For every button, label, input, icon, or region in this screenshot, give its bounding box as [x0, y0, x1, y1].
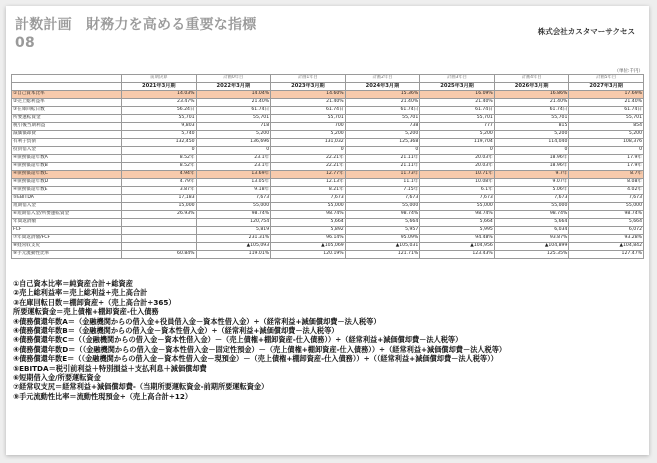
- cell-value: [122, 235, 197, 243]
- cell-value: 14.60%: [271, 91, 346, 99]
- cell-value: 11.73年: [345, 171, 420, 179]
- formula-note: ①自己資本比率＝純資産合計÷総資産: [13, 279, 133, 288]
- cell-value: 61.74日: [345, 107, 420, 115]
- table-row: [12, 139, 644, 147]
- cell-value: 55,000: [569, 203, 644, 211]
- table-row: [12, 163, 644, 171]
- cell-value: 22.21年: [271, 155, 346, 163]
- cell-value: 11.1年: [345, 179, 420, 187]
- page-number: 08: [15, 35, 35, 51]
- cell-value: 61.74日: [196, 107, 271, 115]
- period-label: 計画2年目: [345, 75, 420, 83]
- cell-value: 6.1年: [420, 187, 495, 195]
- period-date: 2023年3月期: [271, 83, 346, 91]
- cell-value: 8.08年: [569, 179, 644, 187]
- cell-value: 119.01%: [196, 251, 271, 259]
- cell-value: 9.18年: [196, 187, 271, 195]
- row-label: 年間返済額: [12, 219, 122, 227]
- header-blank: [12, 83, 122, 91]
- cell-value: 9,803: [122, 123, 197, 131]
- table-row: [12, 147, 644, 155]
- cell-value: 121.71%: [345, 251, 420, 259]
- formula-note: ④債務償還年数B＝（金融機関からの借入金－資本性借入金）÷（経常利益+減価償却費－法人税等）: [13, 326, 339, 336]
- cell-value: 738: [345, 123, 420, 131]
- table-row: [12, 195, 644, 203]
- cell-value: 7,673: [494, 195, 569, 203]
- row-label: ⑨手元流動性比率: [12, 251, 122, 259]
- cell-value: 61.74日: [420, 107, 495, 115]
- table-row: [12, 171, 644, 179]
- cell-value: 0: [420, 147, 495, 155]
- row-label: ②売上総利益率: [12, 99, 122, 107]
- cell-value: 5,664: [420, 219, 495, 227]
- table-row: [12, 235, 644, 243]
- period-label: 計画1年目: [271, 75, 346, 83]
- cell-value: 5,200: [420, 131, 495, 139]
- cell-value: 55,701: [271, 115, 346, 123]
- row-label: ④債務償還年数C: [12, 171, 122, 179]
- cell-value: 5,664: [569, 219, 644, 227]
- cell-value: [122, 227, 197, 235]
- cell-value: 119,704: [420, 139, 495, 147]
- cell-value: 55,701: [122, 115, 197, 123]
- cell-value: 15,000: [122, 203, 197, 211]
- formula-note: ⑦経常収支尻＝経常利益+減価償却費-（当期所要運転資金-前期所要運転資金）: [13, 382, 269, 392]
- period-label: 計画0年目: [196, 75, 271, 83]
- row-label: ⑧経常収支尻: [12, 243, 122, 251]
- cell-value: 7,673: [345, 195, 420, 203]
- cell-value: 0: [122, 147, 197, 155]
- cell-value: 98.74%: [420, 211, 495, 219]
- table-row: [12, 219, 644, 227]
- cell-value: 4.02年: [569, 187, 644, 195]
- unit-label: （単位:千円）: [614, 69, 643, 74]
- cell-value: 5,740: [122, 131, 197, 139]
- table-row: [12, 227, 644, 235]
- row-label: FCF: [12, 227, 122, 235]
- row-label: 短期借入金: [12, 203, 122, 211]
- formula-note: ⑨手元流動性比率＝流動性現預金÷（売上高合計÷12）: [13, 391, 193, 401]
- cell-value: 55,000: [494, 203, 569, 211]
- cell-value: 5.06年: [494, 187, 569, 195]
- cell-value: 94.48%: [420, 235, 495, 243]
- cell-value: 700: [271, 123, 346, 131]
- cell-value: 5,892: [271, 227, 346, 235]
- cell-value: 0: [196, 147, 271, 155]
- formula-note: ④債務償還年数D＝（（金融機関からの借入金－資本性借入金－固定性預金）－（売上債権+棚卸資産-仕入債務））÷（経常利益+減価償却費－法人税等）: [13, 344, 507, 354]
- cell-value: 21.40%: [196, 99, 271, 107]
- row-label: 役員借入金: [12, 147, 122, 155]
- cell-value: 98.74%: [569, 211, 644, 219]
- cell-value: 0: [271, 147, 346, 155]
- cell-value: 13.05年: [196, 179, 271, 187]
- cell-value: 98.74%: [494, 211, 569, 219]
- cell-value: 12.77年: [271, 171, 346, 179]
- period-label: 計画4年目: [494, 75, 569, 83]
- cell-value: 131,032: [271, 139, 346, 147]
- cell-value: 16.09%: [420, 91, 495, 99]
- period-date: 2022年3月期: [196, 83, 271, 91]
- cell-value: [122, 219, 197, 227]
- cell-value: 120,754: [196, 219, 271, 227]
- company-name: 株式会社カスタマーサクセス: [537, 27, 635, 36]
- cell-value: 18.96年: [494, 155, 569, 163]
- cell-value: 10.08年: [420, 179, 495, 187]
- cell-value: 5,957: [345, 227, 420, 235]
- table-body: [12, 91, 644, 259]
- cell-value: 23.1年: [196, 163, 271, 171]
- table-row: [12, 155, 644, 163]
- row-label: ⑦年間返済額/FCF: [12, 235, 122, 243]
- cell-value: 21.11年: [345, 163, 420, 171]
- row-label: ④債務償還年数A: [12, 155, 122, 163]
- row-label: 有利子負債: [12, 139, 122, 147]
- period-date: 2026年3月期: [494, 83, 569, 91]
- table-row: [12, 91, 644, 99]
- cell-value: 23.1年: [196, 155, 271, 163]
- page-title: [15, 16, 256, 52]
- table-row: [12, 203, 644, 211]
- cell-value: 16.86%: [494, 91, 569, 99]
- period-date: 2027年3月期: [569, 83, 644, 91]
- cell-value: 55,701: [494, 115, 569, 123]
- cell-value: 120.19%: [271, 251, 346, 259]
- table-row: [12, 99, 644, 107]
- cell-value: 55,701: [196, 115, 271, 123]
- period-label-row: [12, 75, 644, 83]
- cell-value: 21.40%: [271, 99, 346, 107]
- date-row: [12, 83, 644, 91]
- row-label: ①自己資本比率: [12, 91, 122, 99]
- formula-note: ③在庫回転日数＝棚卸資産÷（売上高合計÷365）: [13, 297, 176, 307]
- cell-value: ▲104,956: [420, 243, 495, 251]
- cell-value: 854: [569, 123, 644, 131]
- period-date: 2025年3月期: [420, 83, 495, 91]
- cell-value: 20.03年: [420, 155, 495, 163]
- cell-value: 21.40%: [494, 99, 569, 107]
- cell-value: 60.84%: [122, 251, 197, 259]
- cell-value: 96.14%: [271, 235, 346, 243]
- cell-value: ▲104,899: [494, 243, 569, 251]
- cell-value: 5,200: [271, 131, 346, 139]
- formula-note: ②売上総利益率＝売上総利益÷売上高合計: [13, 288, 148, 298]
- cell-value: 231.31%: [196, 235, 271, 243]
- cell-value: 61.74日: [569, 107, 644, 115]
- cell-value: 55,000: [345, 203, 420, 211]
- cell-value: 5,995: [420, 227, 495, 235]
- table-row: [12, 107, 644, 115]
- cell-value: 93.87%: [494, 235, 569, 243]
- cell-value: ▲105,031: [345, 243, 420, 251]
- cell-value: 55,000: [420, 203, 495, 211]
- cell-value: 3.87年: [122, 187, 197, 195]
- row-label: ④債務償還年数E: [12, 187, 122, 195]
- cell-value: 0: [494, 147, 569, 155]
- cell-value: 93.28%: [569, 235, 644, 243]
- cell-value: 5,664: [494, 219, 569, 227]
- cell-value: 5,200: [494, 131, 569, 139]
- cell-value: 12.13年: [271, 179, 346, 187]
- formula-note: ⑤EBITDA＝税引前利益＋特別損益＋支払利息＋減価償却費: [13, 363, 207, 373]
- cell-value: 9.7年: [494, 171, 569, 179]
- table-row: [12, 251, 644, 259]
- cell-value: 4.79年: [122, 179, 197, 187]
- table-row: [12, 115, 644, 123]
- cell-value: 123.43%: [420, 251, 495, 259]
- cell-value: 777: [420, 123, 495, 131]
- cell-value: 7,673: [271, 195, 346, 203]
- cell-value: 9.07年: [494, 179, 569, 187]
- row-label: ③在庫回転日数: [12, 107, 122, 115]
- financial-indicators-table: [11, 74, 644, 259]
- cell-value: 55,701: [345, 115, 420, 123]
- cell-value: 17.69%: [569, 91, 644, 99]
- cell-value: 10.71年: [420, 171, 495, 179]
- table-row: [12, 243, 644, 251]
- cell-value: 108,376: [569, 139, 644, 147]
- cell-value: 22.21年: [271, 163, 346, 171]
- cell-value: 14.03%: [122, 91, 197, 99]
- cell-value: ▲104,842: [569, 243, 644, 251]
- cell-value: 8.52年: [122, 155, 197, 163]
- row-label: ⑥短期借入金/所要運転資金: [12, 211, 122, 219]
- cell-value: 5,664: [345, 219, 420, 227]
- cell-value: 55,701: [569, 115, 644, 123]
- cell-value: 6,034: [494, 227, 569, 235]
- row-label: ⑤EBITDA: [12, 195, 122, 203]
- period-date: 2024年3月期: [345, 83, 420, 91]
- header-blank: [12, 75, 122, 83]
- cell-value: 8.7年: [569, 171, 644, 179]
- cell-value: 136,696: [196, 139, 271, 147]
- title-text: 計数計画 財務力を高める重要な指標: [15, 17, 257, 33]
- cell-value: 55,000: [196, 203, 271, 211]
- table-row: [12, 211, 644, 219]
- cell-value: 61.74日: [271, 107, 346, 115]
- cell-value: 5,200: [569, 131, 644, 139]
- cell-value: 5,200: [196, 131, 271, 139]
- cell-value: 4.94年: [122, 171, 197, 179]
- cell-value: 55,701: [420, 115, 495, 123]
- cell-value: 8.21年: [271, 187, 346, 195]
- cell-value: 21.11年: [345, 155, 420, 163]
- table-row: [12, 123, 644, 131]
- table-row: [12, 187, 644, 195]
- cell-value: 26.93%: [122, 211, 197, 219]
- cell-value: 8.52年: [122, 163, 197, 171]
- slide: [6, 6, 649, 455]
- cell-value: 127.47%: [569, 251, 644, 259]
- row-label: 減価償却費: [12, 131, 122, 139]
- table-row: [12, 131, 644, 139]
- cell-value: 21.40%: [420, 99, 495, 107]
- cell-value: 132,450: [122, 139, 197, 147]
- formula-note: ④債務償還年数E＝（（金融機関からの借入金－資本性借入金－現預金）－（売上債権+棚卸資産-仕入債務））÷（（経常利益+減価償却費－法人税等））: [13, 354, 498, 364]
- row-label: ④債務償還年数D: [12, 179, 122, 187]
- row-label: ④債務償還年数B: [12, 163, 122, 171]
- cell-value: 56.24日: [122, 107, 197, 115]
- cell-value: 61.74日: [494, 107, 569, 115]
- cell-value: 95.09%: [345, 235, 420, 243]
- cell-value: 7,673: [196, 195, 271, 203]
- period-label: 計画3年目: [420, 75, 495, 83]
- cell-value: ▲105,093: [196, 243, 271, 251]
- cell-value: 14.04%: [196, 91, 271, 99]
- cell-value: 125,368: [345, 139, 420, 147]
- cell-value: 18.96年: [494, 163, 569, 171]
- period-date: 2021年3月期: [122, 83, 197, 91]
- cell-value: 20.03年: [420, 163, 495, 171]
- cell-value: 13.69年: [196, 171, 271, 179]
- cell-value: 7,673: [420, 195, 495, 203]
- cell-value: 98.74%: [345, 211, 420, 219]
- cell-value: 55,000: [271, 203, 346, 211]
- row-label: 所要運転資金: [12, 115, 122, 123]
- cell-value: 98.74%: [196, 211, 271, 219]
- cell-value: 718: [196, 123, 271, 131]
- cell-value: 17,183: [122, 195, 197, 203]
- cell-value: 23.47%: [122, 99, 197, 107]
- cell-value: 17.9年: [569, 155, 644, 163]
- cell-value: 815: [494, 123, 569, 131]
- formula-note: 所要運転資金＝売上債権+棚卸資産-仕入債務: [13, 307, 159, 317]
- cell-value: [122, 243, 197, 251]
- cell-value: ▲105,069: [271, 243, 346, 251]
- period-label: 前期決算: [122, 75, 197, 83]
- cell-value: 0: [569, 147, 644, 155]
- formula-notes: [13, 279, 643, 401]
- cell-value: 114,040: [494, 139, 569, 147]
- table-row: [12, 179, 644, 187]
- cell-value: 7,673: [569, 195, 644, 203]
- cell-value: 5,200: [345, 131, 420, 139]
- row-label: 税引後当期利益: [12, 123, 122, 131]
- cell-value: 125.35%: [494, 251, 569, 259]
- cell-value: 6,072: [569, 227, 644, 235]
- formula-note: ⑥短期借入金/所要運転資金: [13, 373, 101, 383]
- cell-value: 5,819: [196, 227, 271, 235]
- cell-value: 21.40%: [345, 99, 420, 107]
- cell-value: 7.15年: [345, 187, 420, 195]
- cell-value: 98.74%: [271, 211, 346, 219]
- cell-value: 21.40%: [569, 99, 644, 107]
- cell-value: 17.9年: [569, 163, 644, 171]
- cell-value: 15.36%: [345, 91, 420, 99]
- cell-value: 0: [345, 147, 420, 155]
- period-label: 計画5年目: [569, 75, 644, 83]
- formula-note: ④債務償還年数A＝（金融機関からの借入金+役員借入金－資本性借入金）÷（経常利益+減価償却費－法人税等）: [13, 316, 381, 326]
- formula-note: ④債務償還年数C＝（（金融機関からの借入金－資本性借入金）－（売上債権+棚卸資産-仕入債務））÷（経常利益+減価償却費－法人税等）: [13, 335, 463, 345]
- cell-value: 5,664: [271, 219, 346, 227]
